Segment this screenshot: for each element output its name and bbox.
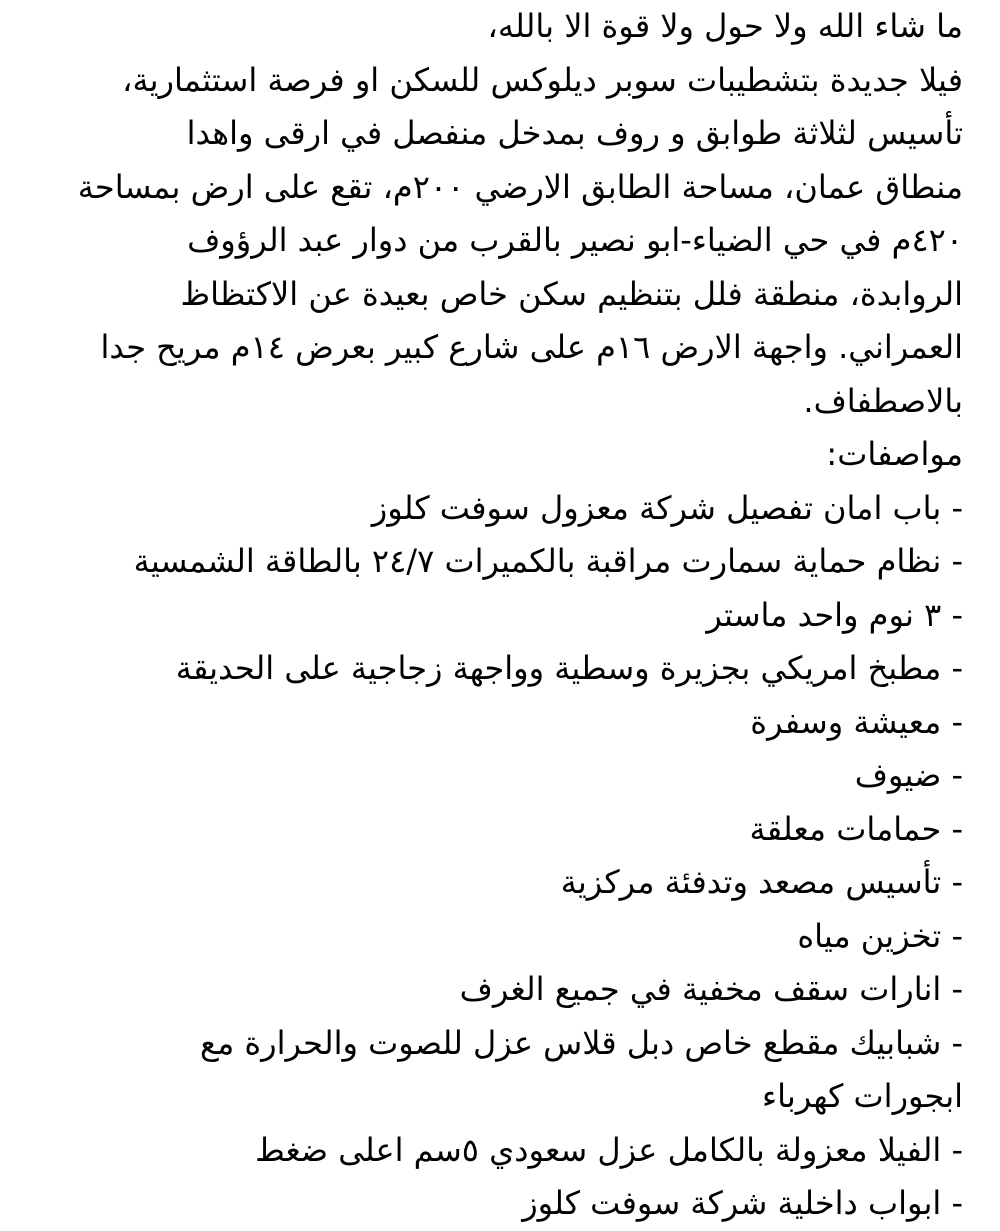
spec-item-smart-security: - نظام حماية سمارت مراقبة بالكميرات ٢٤/٧ بالطاقة الشمسية — [133, 542, 963, 580]
text-line-neighborhood: الروابدة، منطقة فلل بتنظيم سكن خاص بعيدة عن الاكتظاظ — [180, 274, 963, 313]
spec-item-insulation: - الفيلا معزولة بالكامل عزل سعودي ٥سم اعلى ضغط — [255, 1130, 963, 1169]
spec-item-bathrooms: - حمامات معلقة — [749, 809, 963, 848]
text-line-villa-description: فيلا جديدة بتشطيبات سوبر ديلوكس للسكن او فرصة استثمارية، — [122, 60, 963, 99]
spec-item-kitchen: - مطبخ امريكي بجزيرة وسطية وواجهة زجاجية على الحديقة — [175, 649, 963, 687]
spec-item-living-dining: - معيشة وسفرة — [750, 702, 963, 741]
spec-item-ceiling-lights: - انارات سقف مخفية في جميع الغرف — [459, 970, 963, 1008]
text-line-floors: تأسيس لثلاثة طوابق و روف بمدخل منفصل في ارقى واهدا — [186, 114, 963, 152]
text-line-intro: ما شاء الله ولا حول ولا قوة الا بالله، — [487, 7, 963, 45]
text-line-frontage: العمراني. واجهة الارض ١٦م على شارع كبير بعرض ١٤م مريح جدا — [100, 328, 963, 366]
spec-item-elevator-heating: - تأسيس مصعد وتدفئة مركزية — [560, 863, 963, 901]
spec-item-bedrooms: - ٣ نوم واحد ماستر — [706, 595, 963, 634]
spec-item-guests: - ضيوف — [854, 756, 963, 794]
spec-item-windows: - شبابيك مقطع خاص دبل قلاس عزل للصوت والحرارة مع — [200, 1023, 963, 1062]
text-line-parking: بالاصطفاف. — [803, 381, 963, 420]
spec-item-interior-doors: - ابواب داخلية شركة سوفت كلوز — [522, 1184, 963, 1222]
specs-heading: مواصفات: — [826, 435, 963, 473]
spec-item-windows-continued: ابجورات كهرباء — [762, 1077, 963, 1115]
spec-item-water-storage: - تخزين مياه — [797, 916, 963, 955]
spec-item-security-door: - باب امان تفصيل شركة معزول سوفت كلوز — [371, 488, 963, 527]
text-line-area: منطاق عمان، مساحة الطابق الارضي ٢٠٠م، تقع على ارض بمساحة — [77, 167, 963, 206]
text-line-location: ٤٢٠م في حي الضياء-ابو نصير بالقرب من دوار عبد الرؤوف — [187, 221, 963, 259]
